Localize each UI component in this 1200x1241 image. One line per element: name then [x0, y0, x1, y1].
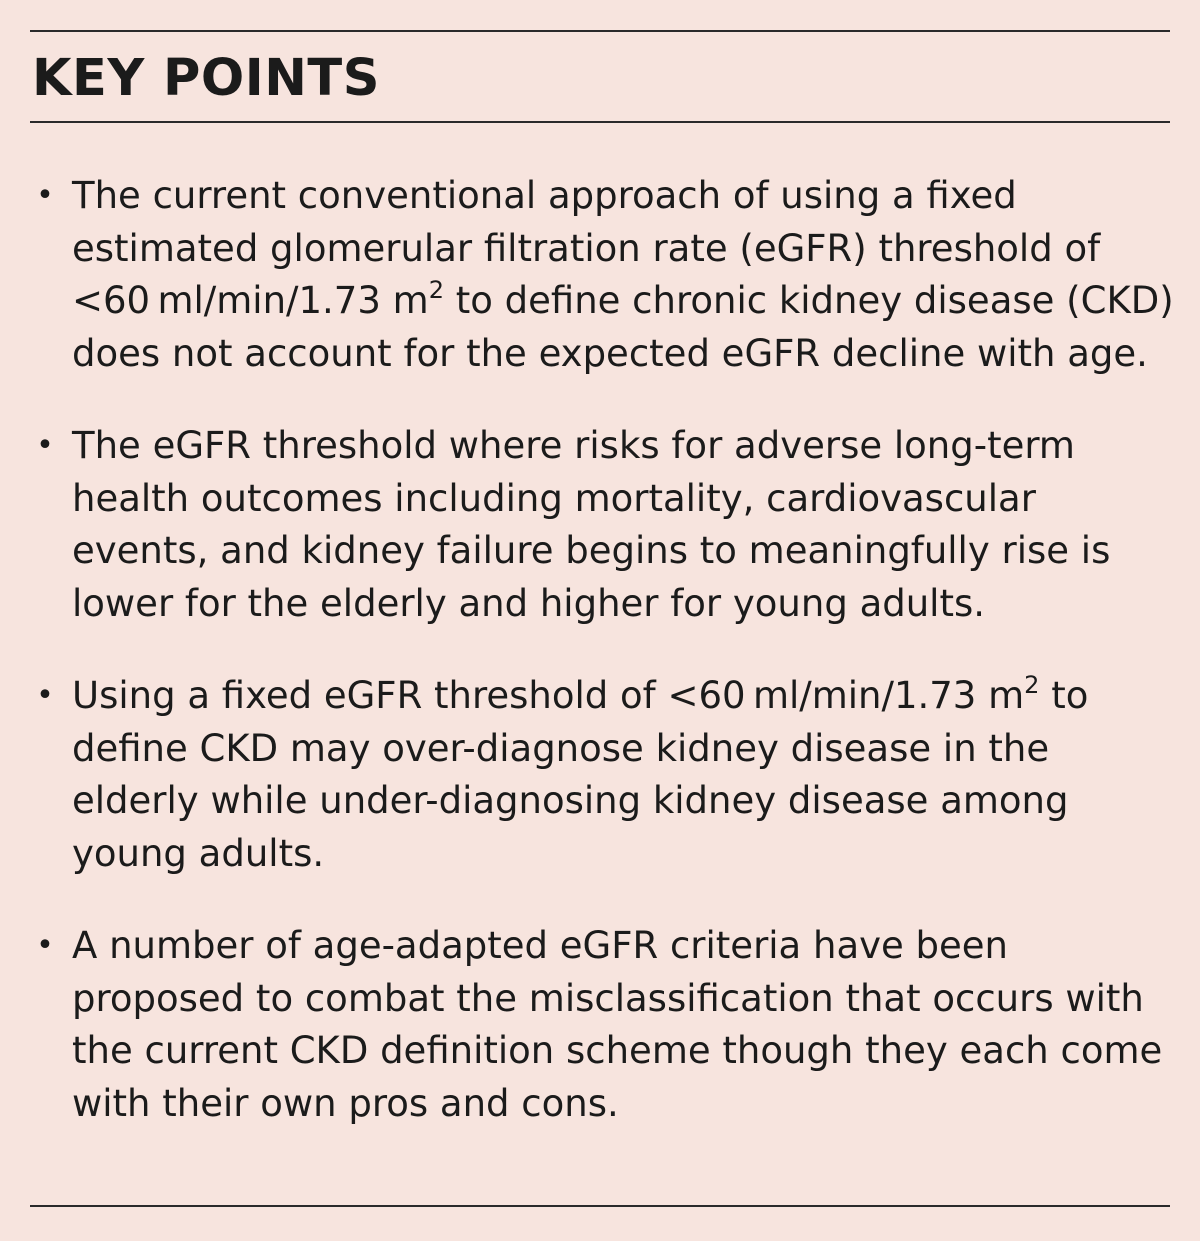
key-points-heading: KEY POINTS [32, 49, 380, 108]
key-point-3-text-b: to define CKD may over-diagnose kidney disease in the elderly while under-diagnosing kidney disease among young adults. [72, 674, 1089, 875]
top-rule [30, 30, 1170, 32]
key-point-1-text-a: The current conventional approach of using a fixed estimated glomerular filtration rate (eGFR) threshold of <60 ml/min/1.73 m [72, 174, 1101, 322]
bullet-icon: • [36, 428, 54, 463]
superscript-2: 2 [1024, 670, 1040, 699]
key-point-2-text: The eGFR threshold where risks for adverse long-term health outcomes including mortality, cardiovascular events, and kidney failure begins to meaningfully rise is lower for the elderly and higher for young adults. [72, 424, 1111, 625]
bullet-icon: • [36, 178, 54, 213]
bullet-icon: • [36, 928, 54, 963]
key-point-2 [30, 420, 1175, 630]
key-point-3 [30, 670, 1175, 880]
superscript-2: 2 [428, 275, 444, 304]
key-point-1-text-b: to define chronic kidney disease (CKD) does not account for the expected eGFR decline with age. [72, 279, 1174, 375]
key-points-list [30, 170, 1175, 1170]
key-point-1 [30, 170, 1175, 380]
heading-rule [30, 121, 1170, 123]
bullet-icon: • [36, 678, 54, 713]
bottom-rule [30, 1205, 1170, 1207]
key-point-4-text: A number of age-adapted eGFR criteria have been proposed to combat the misclassification that occurs with the current CKD definition scheme though they each come with their own pros and cons. [72, 924, 1163, 1125]
key-point-3-text-a: Using a fixed eGFR threshold of <60 ml/min/1.73 m [72, 674, 1025, 717]
key-point-4 [30, 920, 1175, 1130]
